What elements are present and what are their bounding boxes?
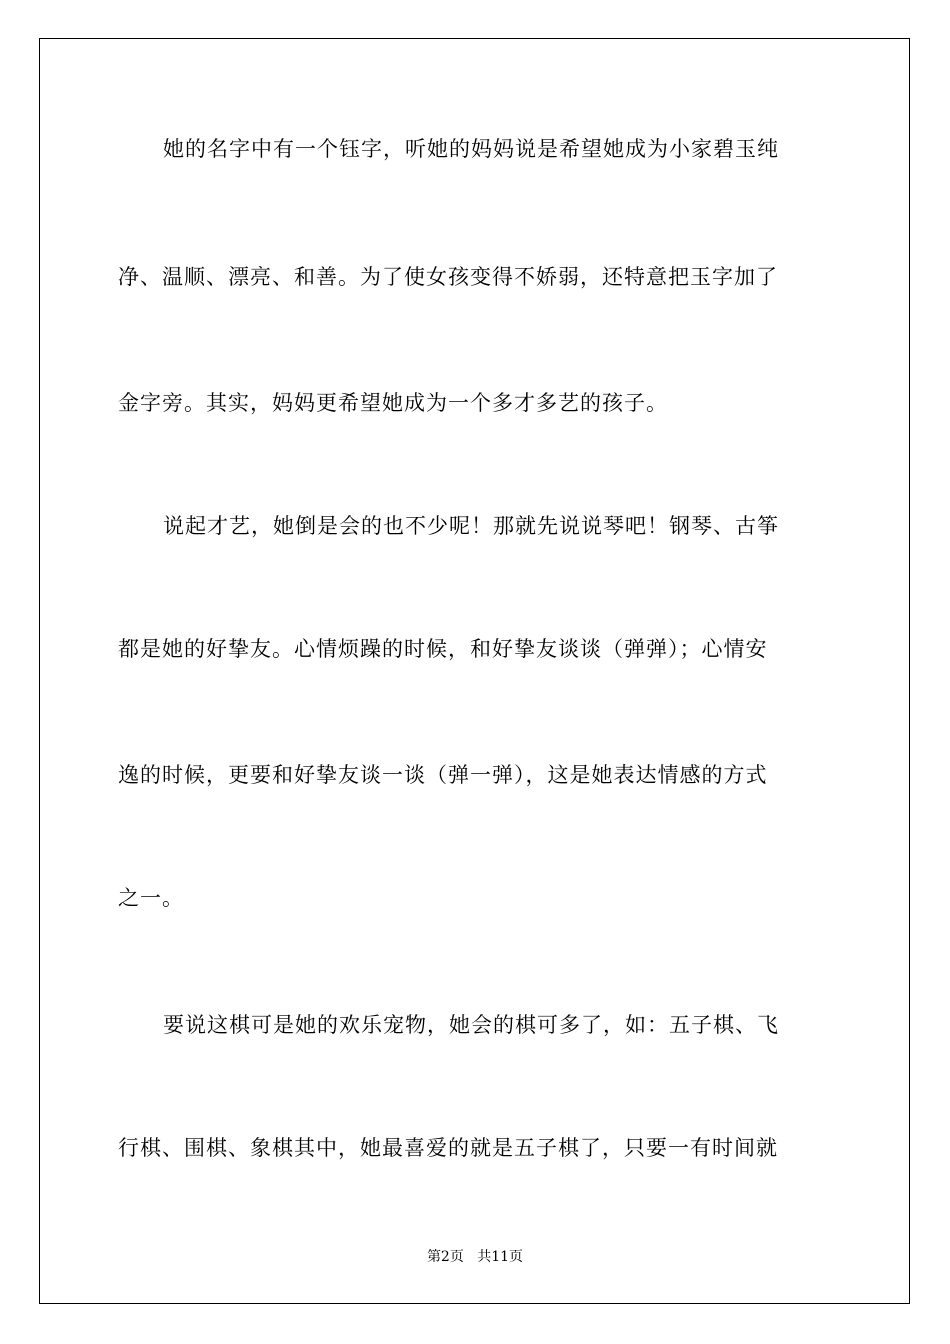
page-footer bbox=[0, 1247, 950, 1267]
page-total: 共11页 bbox=[477, 1249, 524, 1265]
paragraph-2-line-2: 都是她的好挚友。心情烦躁的时候，和好挚友谈谈（弹弹）；心情安 bbox=[118, 637, 768, 661]
paragraph-2-line-4: 之一。 bbox=[118, 886, 184, 910]
page-number: 第2页 bbox=[426, 1249, 464, 1265]
page-border bbox=[39, 38, 910, 1304]
paragraph-1-line-2: 净、温顺、漂亮、和善。为了使女孩变得不娇弱，还特意把玉字加了 bbox=[118, 265, 778, 289]
paragraph-3-line-2: 行棋、围棋、象棋其中，她最喜爱的就是五子棋了，只要一有时间就 bbox=[118, 1136, 778, 1160]
paragraph-3-line-1: 要说这棋可是她的欢乐宠物，她会的棋可多了，如：五子棋、飞 bbox=[163, 1013, 779, 1037]
paragraph-2-line-3: 逸的时候，更要和好挚友谈一谈（弹一弹），这是她表达情感的方式 bbox=[118, 763, 768, 787]
paragraph-1-line-3: 金字旁。其实，妈妈更希望她成为一个多才多艺的孩子。 bbox=[118, 391, 668, 415]
paragraph-1-line-1: 她的名字中有一个钰字，听她的妈妈说是希望她成为小家碧玉纯 bbox=[163, 137, 779, 161]
paragraph-2-line-1: 说起才艺，她倒是会的也不少呢！那就先说说琴吧！钢琴、古筝 bbox=[163, 514, 779, 538]
